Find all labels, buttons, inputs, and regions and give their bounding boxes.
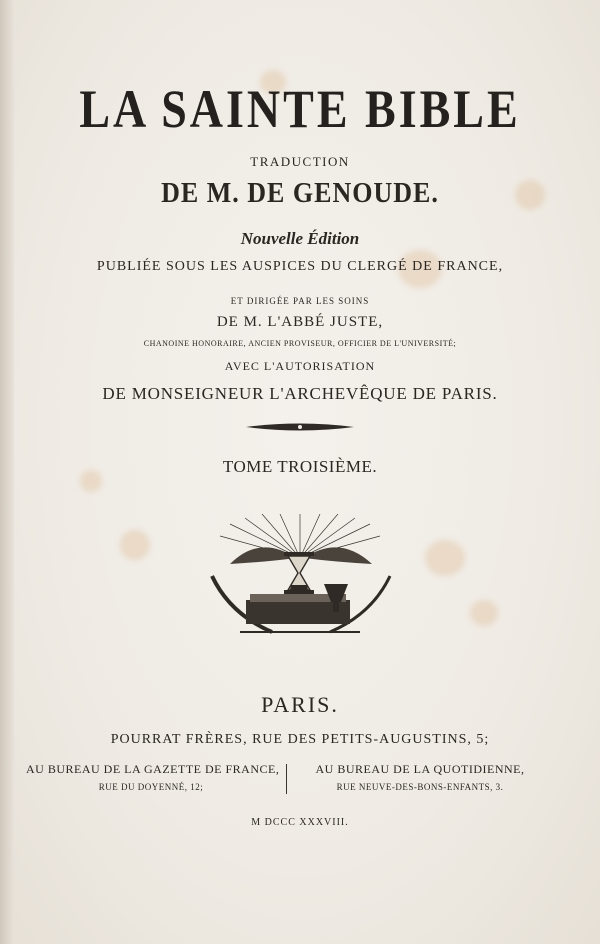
editor-titles: CHANOINE HONORAIRE, ANCIEN PROVISEUR, OFFICIER DE L'UNIVERSITÉ; <box>143 339 457 348</box>
publisher-line: POURRAT FRÈRES, RUE DES PETITS-AUGUSTINS, 5; <box>110 732 490 747</box>
right-office-address: RUE NEUVE-DES-BONS-ENFANTS, 3. <box>336 782 504 792</box>
volume-label: TOME TROISIÈME. <box>222 457 378 476</box>
imprint-city: PARIS. <box>261 692 339 717</box>
authorization-line: AVEC L'AUTORISATION <box>224 359 376 373</box>
foxing-stain <box>425 540 465 576</box>
book-title: LA SAINTE BIBLE <box>79 78 521 139</box>
edition-label: Nouvelle Édition <box>240 229 360 248</box>
column-divider <box>286 764 287 794</box>
published-under-line: PUBLIÉE SOUS LES AUSPICES DU CLERGÉ DE FRANCE, <box>96 259 504 274</box>
ornament-rule-icon <box>244 421 356 433</box>
traduction-label: TRADUCTION <box>250 154 350 169</box>
hourglass-book-vignette-icon <box>200 514 400 644</box>
foxing-stain <box>470 600 498 626</box>
left-office-address: RUE DU DOYENNÉ, 12; <box>98 782 204 792</box>
translator-name: DE M. DE GENOUDE. <box>161 176 439 209</box>
right-office-block <box>300 762 540 792</box>
directed-by-line: ET DIRIGÉE PAR LES SOINS <box>230 296 370 306</box>
archbishop-line: DE MONSEIGNEUR L'ARCHEVÊQUE DE PARIS. <box>102 384 498 403</box>
publication-date: M DCCC XXXVIII. <box>251 817 349 828</box>
left-office-block <box>26 762 280 792</box>
right-office-name: AU BUREAU DE LA QUOTIDIENNE, <box>315 762 525 776</box>
left-office-name: AU BUREAU DE LA GAZETTE DE FRANCE, <box>26 762 280 776</box>
foxing-stain <box>120 530 150 560</box>
editor-name: DE M. L'ABBÉ JUSTE, <box>216 314 384 330</box>
